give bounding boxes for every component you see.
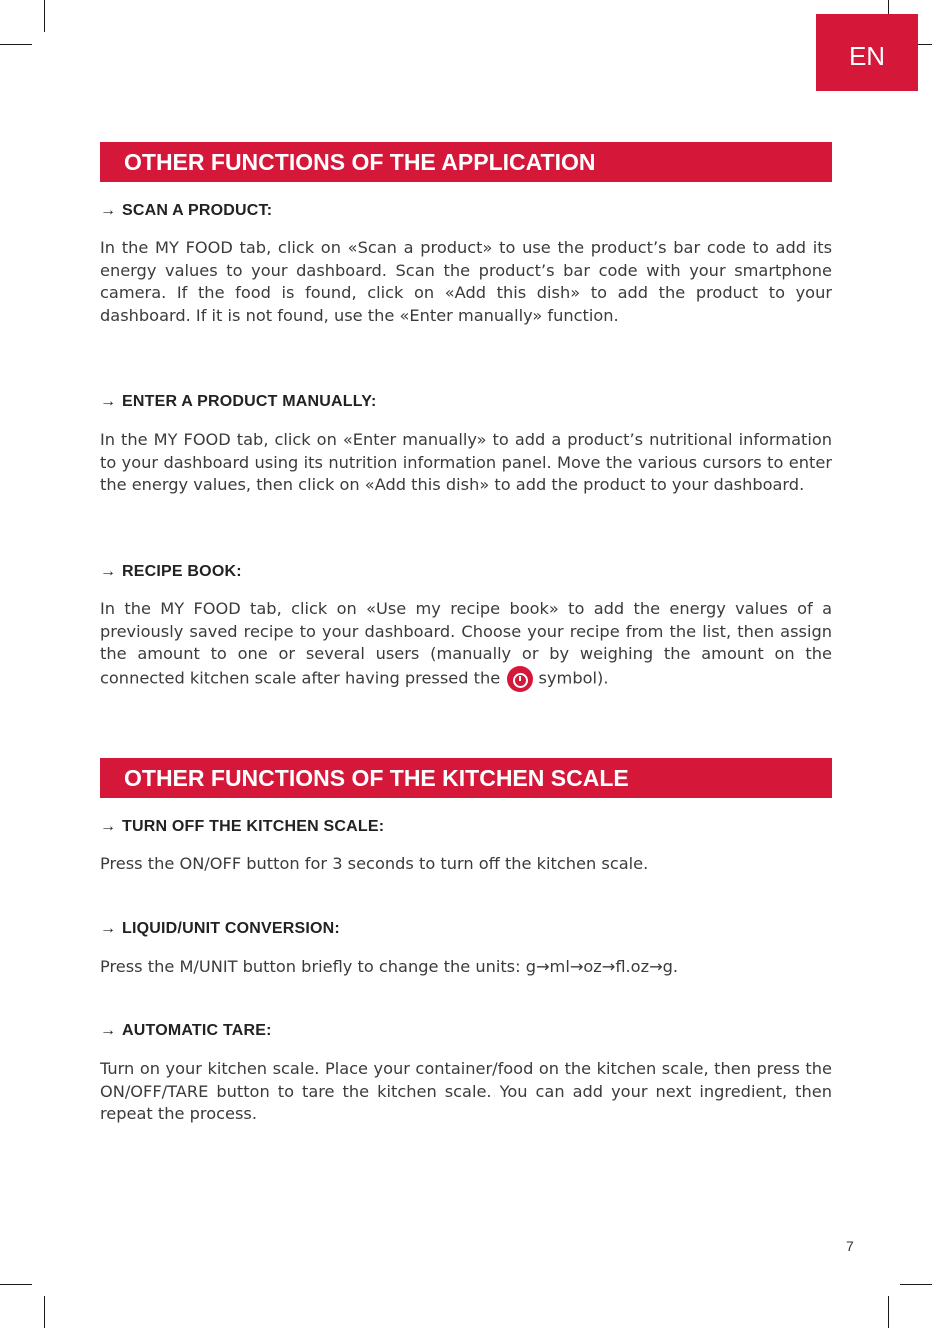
paragraph-enter-manually: In the MY FOOD tab, click on «Enter manually» to add a product’s nutritional information to your dashboard using its nutrition information panel. Move the various cursors to enter the energy values, then click on «Add this dish» to add the product to your dashboard. [100, 430, 832, 494]
kitchen-scale-icon [507, 666, 533, 692]
heading-unit-conversion [100, 920, 340, 938]
heading-text: ENTER A PRODUCT MANUALLY: [122, 393, 377, 410]
heading-automatic-tare [100, 1022, 272, 1040]
page-number: 7 [846, 1238, 854, 1254]
recipe-text-part2: symbol). [538, 668, 609, 687]
heading-scan-product [100, 202, 272, 220]
arrow-icon: → [100, 1022, 117, 1039]
arrow-icon: → [100, 202, 117, 219]
crop-mark [44, 1296, 45, 1328]
arrow-icon: → [100, 563, 117, 580]
heading-text: AUTOMATIC TARE: [122, 1022, 272, 1039]
heading-enter-manually [100, 393, 376, 411]
crop-mark [0, 1284, 32, 1285]
paragraph-unit-conversion: Press the M/UNIT button briefly to change the units: g→ml→oz→fl.oz→g. [100, 957, 679, 976]
paragraph-turn-off: Press the ON/OFF button for 3 seconds to turn off the kitchen scale. [100, 854, 649, 873]
crop-mark [888, 1296, 889, 1328]
heading-turn-off [100, 818, 384, 836]
crop-mark [900, 1284, 932, 1285]
paragraph-automatic-tare: Turn on your kitchen scale. Place your container/food on the kitchen scale, then press the ON/OFF/TARE button to tare the kitchen scale. You can add your next ingredient, then repeat the process. [100, 1059, 832, 1123]
crop-mark [0, 44, 32, 45]
heading-text: RECIPE BOOK: [122, 563, 242, 580]
heading-text: LIQUID/UNIT CONVERSION: [122, 920, 340, 937]
section-title-kitchen-scale: OTHER FUNCTIONS OF THE KITCHEN SCALE [100, 758, 832, 798]
heading-recipe-book [100, 563, 242, 581]
arrow-icon: → [100, 393, 117, 410]
paragraph-recipe-book [100, 598, 832, 692]
section-title-application: OTHER FUNCTIONS OF THE APPLICATION [100, 142, 832, 182]
crop-mark [44, 0, 45, 32]
paragraph-scan-product: In the MY FOOD tab, click on «Scan a product» to use the product’s bar code to add its energy values to your dashboard. Scan the product’s bar code with your smartphone camera. If the food is found, click on «Add this dish» to add the product to your dashboard. If it is not found, use the «Enter manually» function. [100, 238, 832, 325]
language-tab: EN [816, 14, 918, 91]
arrow-icon: → [100, 920, 117, 937]
heading-text: SCAN A PRODUCT: [122, 202, 273, 219]
heading-text: TURN OFF THE KITCHEN SCALE: [122, 818, 385, 835]
arrow-icon: → [100, 818, 117, 835]
recipe-text-part1: In the MY FOOD tab, click on «Use my recipe book» to add the energy values of a previously saved recipe to your dashboard. Choose your recipe from the list, then assign the amount to one or several users (manually or by weighing the amount on the connected kitchen scale after having pressed the [100, 599, 832, 687]
